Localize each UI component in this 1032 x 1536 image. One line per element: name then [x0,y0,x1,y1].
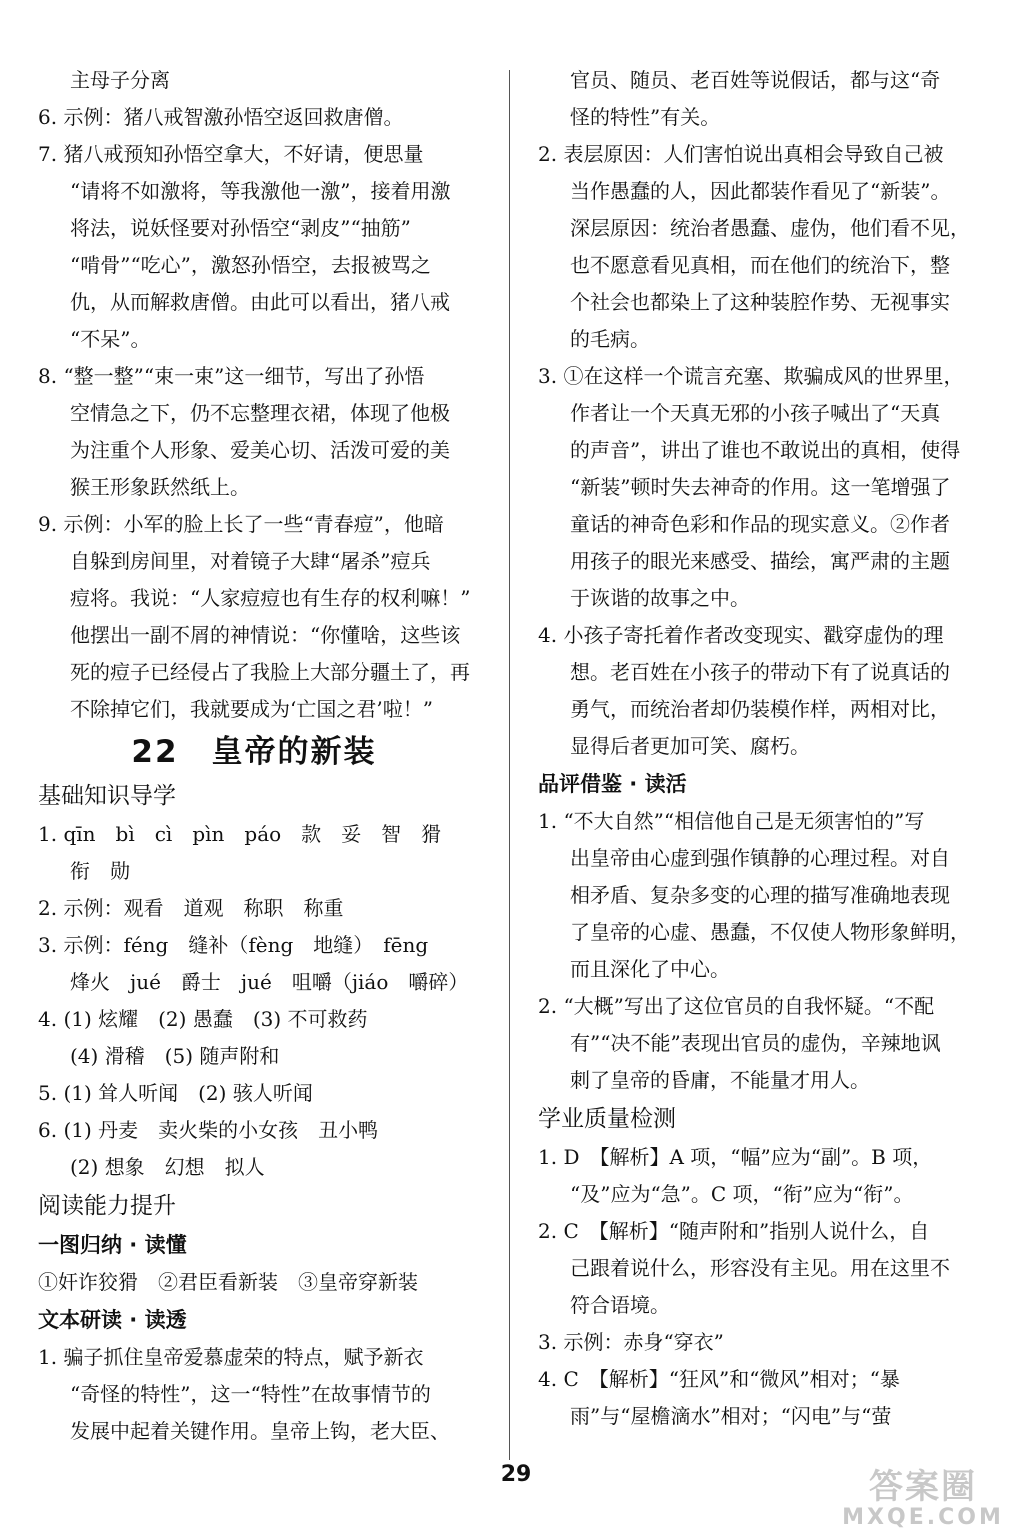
text-line: 想。老百姓在小孩子的带动下有了说真话的 [570,660,950,684]
text-line: 4. C 【解析】“狂风”和“微风”相对；“暴 [538,1367,900,1391]
text-line: 他摆出一副不屑的神情说：“你懂啥，这些该 [70,623,461,647]
text-line: 的毛病。 [570,327,650,351]
text-line: “不呆”。 [70,327,151,351]
subsection-heading: 品评借鉴 · 读活 [538,772,687,796]
text-line: 显得后者更加可笑、腐朽。 [570,734,810,758]
subsection-heading: 一图归纳 · 读懂 [38,1233,187,1257]
text-line: ①奸诈狡猾 ②君臣看新装 ③皇帝穿新装 [38,1270,418,1294]
text-line: 当作愚蠢的人，因此都装作看见了“新装”。 [570,179,951,203]
subsection-heading: 文本研读 · 读透 [38,1308,187,1332]
text-line: 3. 示例：féng 缝补（fèng 地缝） fēng [38,933,429,957]
text-line: 出皇帝由心虚到强作镇静的心理过程。对自 [570,846,950,870]
section-heading: 学业质量检测 [538,1106,676,1132]
text-line: “啃骨”“吃心”，激怒孙悟空，去报被骂之 [70,253,431,277]
text-line: 不除掉它们，我就要成为‘亡国之君’啦！” [70,697,433,721]
text-line: 2. 表层原因：人们害怕说出真相会导致自己被 [538,142,944,166]
watermark-top: 答案圈 [869,1467,977,1507]
text-line: 于诙谐的故事之中。 [570,586,750,610]
text-line: 烽火 jué 爵士 jué 咀嚼（jiáo 嚼碎） [70,970,469,994]
text-line: 个社会也都染上了这种装腔作势、无视事实 [570,290,950,314]
text-line: 2. C 【解析】“随声附和”指别人说什么，自 [538,1219,930,1243]
text-line: 5. (1) 耸人听闻 (2) 骇人听闻 [38,1081,313,1105]
text-line: 7. 猪八戒预知孙悟空拿大，不好请，便思量 [38,142,424,166]
text-line: 3. ①在这样一个谎言充塞、欺骗成风的世界里， [538,364,964,388]
text-line: 符合语境。 [570,1293,670,1317]
text-line: 1. D 【解析】A 项，“幅”应为“副”。B 项， [538,1145,933,1169]
text-line: (2) 想象 幻想 拟人 [70,1155,265,1179]
text-line: 勇气，而统治者却仍装模作样，两相对比， [570,697,950,721]
text-line: 猴王形象跃然纸上。 [70,475,250,499]
text-line: 6. (1) 丹麦 卖火柴的小女孩 丑小鸭 [38,1118,379,1142]
text-line: 官员、随员、老百姓等说假话，都与这“奇 [570,68,941,92]
page-number: 29 [500,1462,532,1487]
text-line: 有”“决不能”表现出官员的虚伪，辛辣地讽 [570,1031,941,1055]
watermark-bottom: MXQE.COM [842,1505,1004,1530]
text-line: “奇怪的特性”，这一“特性”在故事情节的 [70,1382,431,1406]
text-line: 相矛盾、复杂多变的心理的描写准确地表现 [570,883,950,907]
text-line: 自躲到房间里，对着镜子大肆“屠杀”痘兵 [70,549,431,573]
text-line: 了皇帝的心虚、愚蠢，不仅使人物形象鲜明， [570,920,970,944]
right-column [538,62,978,1435]
chapter-title: 22 皇帝的新装 [131,734,377,770]
text-line: 9. 示例：小军的脸上长了一些“青春痘”，他暗 [38,512,444,536]
section-heading: 基础知识导学 [38,783,176,809]
text-line: 而且深化了中心。 [570,957,730,981]
text-line: 刺了皇帝的昏庸，不能量才用人。 [570,1068,870,1092]
text-line: 发展中起着关键作用。皇帝上钩，老大臣、 [70,1419,450,1443]
text-line: 4. 小孩子寄托着作者改变现实、戳穿虚伪的理 [538,623,944,647]
text-line: 空情急之下，仍不忘整理衣裙，体现了他极 [70,401,450,425]
watermark-logo [828,1468,1018,1530]
text-line: 深层原因：统治者愚蠢、虚伪，他们看不见， [570,216,970,240]
text-line: 4. (1) 炫耀 (2) 愚蠢 (3) 不可救药 [38,1007,368,1031]
text-line: 作者让一个天真无邪的小孩子喊出了“天真 [570,401,941,425]
text-line: 的声音”，讲出了谁也不敢说出的真相，使得 [570,438,961,462]
text-line: 3. 示例：赤身“穿衣” [538,1330,724,1354]
text-line: 将法，说妖怪要对孙悟空“剥皮”“抽筋” [70,216,411,240]
text-line: “请将不如激将，等我激他一激”，接着用激 [70,179,451,203]
text-line: 仇，从而解救唐僧。由此可以看出，猪八戒 [70,290,450,314]
left-column [38,62,470,1450]
text-line: 己跟着说什么，形容没有主见。用在这里不 [570,1256,950,1280]
text-line: 6. 示例：猪八戒智激孙悟空返回救唐僧。 [38,105,404,129]
text-line: 2. 示例：观看 道观 称职 称重 [38,896,344,920]
text-line: 用孩子的眼光来感受、描绘，寓严肃的主题 [570,549,950,573]
text-line: 雨”与“屋檐滴水”相对；“闪电”与“萤 [570,1404,892,1428]
text-line: 衔 勋 [70,859,130,883]
text-line: 死的痘子已经侵占了我脸上大部分疆土了，再 [70,660,470,684]
text-line: 也不愿意看见真相，而在他们的统治下，整 [570,253,950,277]
text-line: 痘将。我说：“人家痘痘也有生存的权利嘛！” [70,586,470,610]
text-line: 为注重个人形象、爱美心切、活泼可爱的美 [70,438,450,462]
text-line: 1. “不大自然”“相信他自己是无须害怕的”写 [538,809,925,833]
text-line: “新装”顿时失去神奇的作用。这一笔增强了 [570,475,951,499]
text-line: 8. “整一整”“束一束”这一细节，写出了孙悟 [38,364,425,388]
text-line: 主母子分离 [70,68,170,92]
text-line: 怪的特性”有关。 [570,105,721,129]
column-divider [509,70,510,1460]
text-line: (4) 滑稽 (5) 随声附和 [70,1044,280,1068]
text-line: “及”应为“急”。C 项，“衔”应为“衔”。 [570,1182,914,1206]
text-line: 童话的神奇色彩和作品的现实意义。②作者 [570,512,950,536]
text-line: 2. “大概”写出了这位官员的自我怀疑。“不配 [538,994,935,1018]
text-line: 1. qīn bì cì pìn páo 款 妥 智 猾 [38,822,442,846]
text-line: 1. 骗子抓住皇帝爱慕虚荣的特点，赋予新衣 [38,1345,424,1369]
section-heading: 阅读能力提升 [38,1193,176,1219]
